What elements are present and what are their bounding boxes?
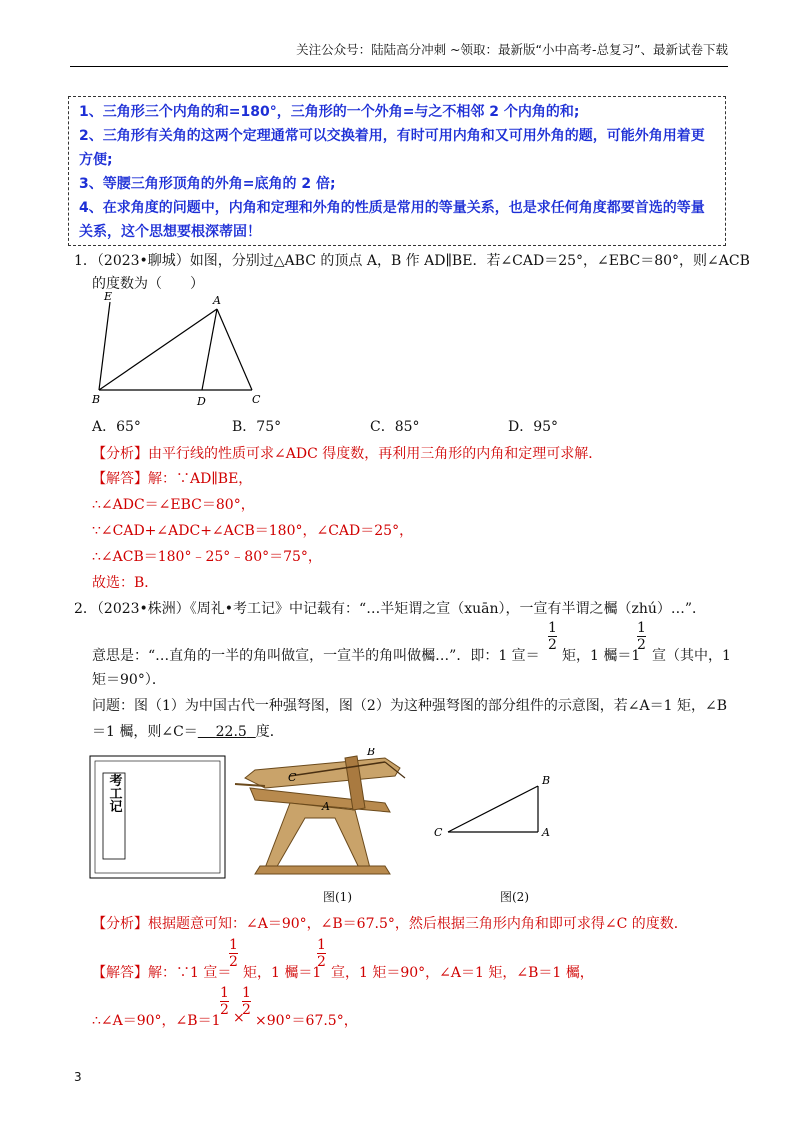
q2-solution-2a: ∴∠A＝90°，∠B＝1: [92, 1013, 221, 1029]
q1-option-b: B．75°: [232, 419, 282, 435]
q2-solution-1c: 宣，1 矩＝90°，∠A＝1 矩，∠B＝1 欘，: [331, 965, 594, 981]
q1-triangle-figure: [90, 290, 280, 410]
q1-label-c: C: [252, 393, 261, 406]
tips-box: [68, 96, 726, 246]
q1-option-d: D．95°: [508, 419, 559, 435]
tip-line-1: 1、三角形三个内角的和=180°，三角形的一个外角=与之不相邻 2 个内角的和;: [79, 104, 580, 120]
tip-line-6: 关系，这个思想要根深蒂固！: [79, 224, 261, 240]
q1-solution-3: ∵∠CAD+∠ADC+∠ACB＝180°，∠CAD＝25°，: [92, 523, 414, 539]
q1-solution-5: 故选：B．: [92, 575, 159, 591]
q2-fig2-label-c: C: [434, 826, 443, 839]
q1-label-d: D: [197, 395, 206, 408]
q2-meaning-line2: 矩＝90°）．: [92, 672, 166, 688]
q1-label-b: B: [92, 393, 101, 406]
tip-line-4: 3、等腰三角形顶角的外角=底角的 2 倍;: [79, 176, 336, 192]
q1-analysis: 【分析】由平行线的性质可求∠ADC 得度数，再利用三角形的内角和定理可求解．: [92, 446, 603, 462]
q2-sol-fraction-2: 1 2: [317, 937, 326, 970]
q2-fraction-2: 1 2: [637, 620, 646, 653]
q2-book-title: 考工记: [106, 773, 122, 813]
q1-stem-line1: 1．（2023•聊城）如图，分别过△ABC 的顶点 A，B 作 AD∥BE．若∠CAD＝25°，∠EBC＝80°，则∠ACB: [74, 253, 750, 269]
tip-line-2: 2、三角形有关角的这两个定理通常可以交换着用，有时可用内角和又可用外角的题，可能外角用着更: [79, 128, 705, 144]
q2-meaning-b: 矩，1 欘＝1: [562, 648, 641, 664]
q2-answer: 22.5: [215, 724, 247, 740]
q2-figure-2: [430, 770, 560, 850]
header-divider: [70, 66, 728, 67]
q1-solution-1: 【解答】解：∵AD∥BE，: [92, 471, 253, 487]
page-header: 关注公众号：陆陆高分冲刺 ~领取：最新版“小中高考-总复习”、最新试卷下载: [296, 42, 728, 57]
q1-solution-2: ∴∠ADC＝∠EBC＝80°，: [92, 497, 255, 513]
q1-stem-line2: 的度数为（ ）: [92, 276, 204, 292]
tip-line-3: 方便;: [79, 152, 113, 168]
q2-sol-fraction-3: 1 2: [220, 985, 229, 1018]
q2-meaning-c: 宣（其中，1: [652, 648, 731, 664]
q2-fig2-label-b: B: [542, 774, 551, 787]
q2-stem-line1: 2．（2023•株洲）《周礼•考工记》中记载有：“…半矩谓之宣（xuān），一宣有半谓之欘（zhú）…”．: [74, 601, 707, 617]
q2-fig2-label-a: A: [542, 826, 550, 839]
q1-solution-4: ∴∠ACB＝180°﹣25°﹣80°＝75°，: [92, 549, 322, 565]
q2-solution-1b: 矩，1 欘＝1: [243, 965, 322, 981]
tip-line-5: 4、在求角度的问题中，内角和定理和外角的性质是常用的等量关系，也是求任何角度都要首选的等量: [79, 200, 705, 216]
q1-option-a: A．65°: [92, 419, 141, 435]
q1-label-a: A: [213, 294, 221, 307]
q2-fig1-label-b: B: [367, 748, 376, 758]
q2-fig1-label-c: C: [288, 771, 297, 784]
crossbow-illustration: [235, 756, 405, 874]
q1-label-e: E: [104, 290, 113, 303]
q2-figure-1-caption: 图(1): [323, 890, 352, 904]
q2-fig1-label-a: A: [322, 800, 330, 813]
q2-problem-line2: ＝1 欘，则∠C＝ 22.5 度．: [92, 724, 284, 740]
q2-solution-2c: ×90°＝67.5°，: [255, 1013, 358, 1029]
q2-figure-1: [85, 748, 415, 888]
q2-solution-2b: ×: [233, 1010, 245, 1026]
q2-meaning-a: 意思是：“…直角的一半的角叫做宣，一宣半的角叫做欘…”．即：1 宣＝: [92, 648, 540, 664]
q1-option-c: C．85°: [370, 419, 420, 435]
q2-analysis: 【分析】根据题意可知：∠A＝90°，∠B＝67.5°，然后根据三角形内角和即可求得∠C 的度数．: [92, 916, 688, 932]
q2-fraction-1: 1 2: [548, 620, 557, 653]
q2-problem-line1: 问题：图（1）为中国古代一种强弩图，图（2）为这种强弩图的部分组件的示意图，若∠A＝1 矩，∠B: [92, 698, 728, 714]
q2-figure-2-caption: 图(2): [500, 890, 529, 904]
q2-sol-fraction-1: 1 2: [229, 937, 238, 970]
q2-sol-fraction-4: 1 2: [242, 985, 251, 1018]
page-number: 3: [74, 1070, 82, 1084]
q2-solution-1a: 【解答】解：∵1 宣＝: [92, 965, 232, 981]
